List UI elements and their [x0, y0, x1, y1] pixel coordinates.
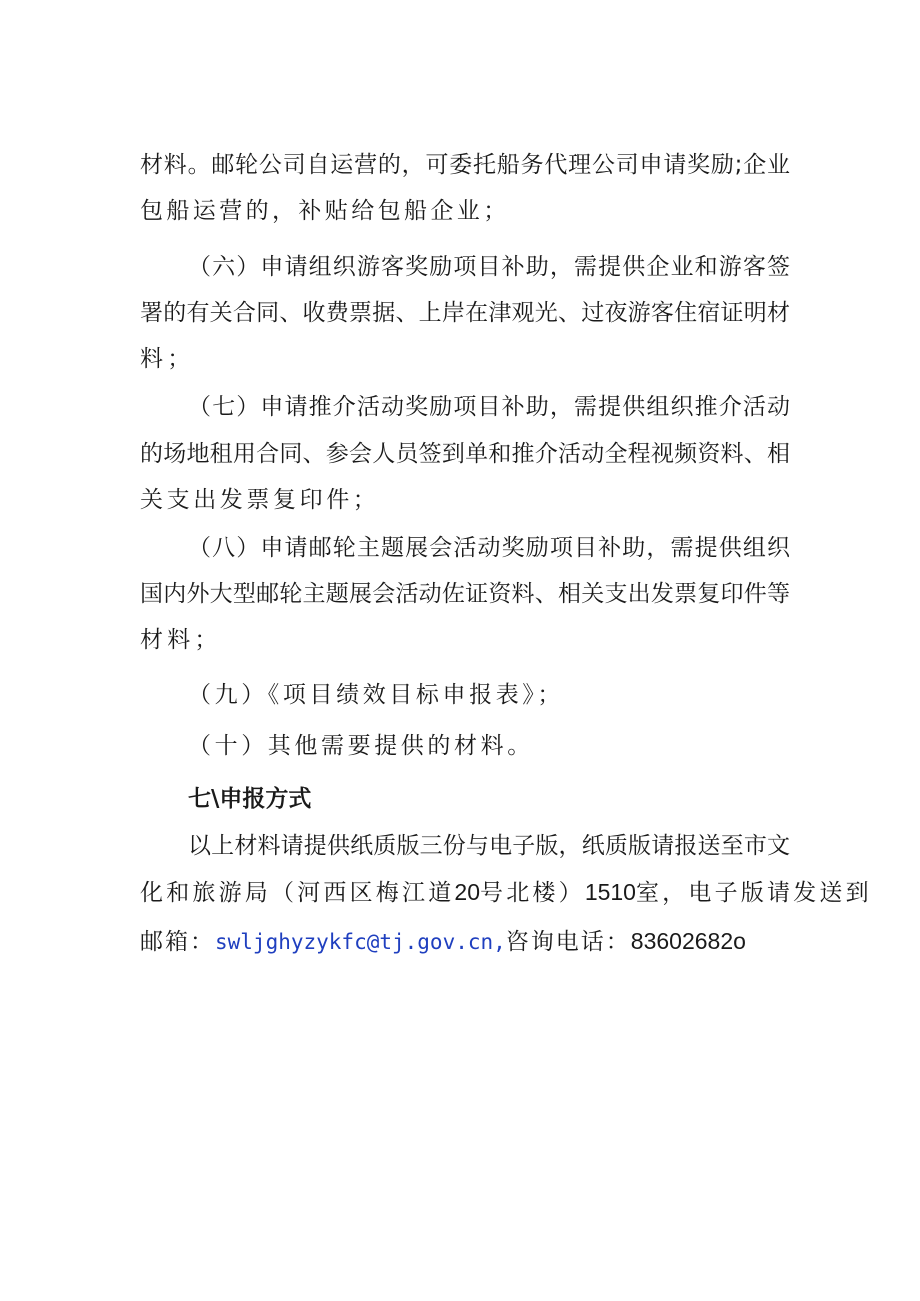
- item-7-line-1: （七）申请推介活动奖励项目补助，需提供组织推介活动: [188, 394, 790, 420]
- item-6-line-3: 料；: [140, 346, 195, 372]
- item-7-line-3: 关支出发票复印件；: [140, 487, 380, 513]
- item-10: （十）其他需要提供的材料。: [188, 733, 534, 759]
- item-7-line-2: 的场地租用合同、参会人员签到单和推介活动全程视频资料、相: [140, 441, 790, 467]
- line-2-number-road: 20: [454, 879, 480, 905]
- section-7-heading: 七\申报方式: [188, 786, 312, 812]
- line-2-number-room: 1510: [584, 879, 636, 905]
- email-link[interactable]: swljghyzykfc@tj.gov.cn,: [215, 930, 506, 954]
- item-8-line-2: 国内外大型邮轮主题展会活动佐证资料、相关支出发票复印件等: [140, 581, 790, 607]
- item-8-line-3: 材料；: [140, 627, 222, 653]
- item-9: （九）《项目绩效目标申报表》；: [188, 682, 564, 708]
- materials-tail-line-1: 材料。邮轮公司自运营的，可委托船务代理公司申请奖励;企业: [140, 152, 790, 178]
- section-7-line-3: [140, 926, 790, 957]
- line-2-text-a: 化和旅游局（河西区梅江道: [140, 880, 455, 906]
- item-6-line-2: 署的有关合同、收费票据、上岸在津观光、过夜游客住宿证明材: [140, 300, 790, 326]
- item-8-line-1: （八）申请邮轮主题展会活动奖励项目补助，需提供组织: [188, 535, 790, 561]
- phone-number: 83602682o: [630, 928, 746, 954]
- section-7-line-2: [140, 877, 872, 908]
- email-label: 邮箱：: [140, 929, 215, 955]
- materials-tail-line-2: 包船运营的，补贴给包船企业；: [140, 198, 510, 224]
- section-7-line-1: 以上材料请提供纸质版三份与电子版，纸质版请报送至市文: [188, 833, 790, 859]
- line-2-text-c: 室，电子版请发送到: [635, 880, 872, 906]
- phone-label: 咨询电话：: [505, 929, 631, 955]
- line-2-text-b: 号北楼）: [480, 880, 585, 906]
- item-6-line-1: （六）申请组织游客奖励项目补助，需提供企业和游客签: [188, 254, 790, 280]
